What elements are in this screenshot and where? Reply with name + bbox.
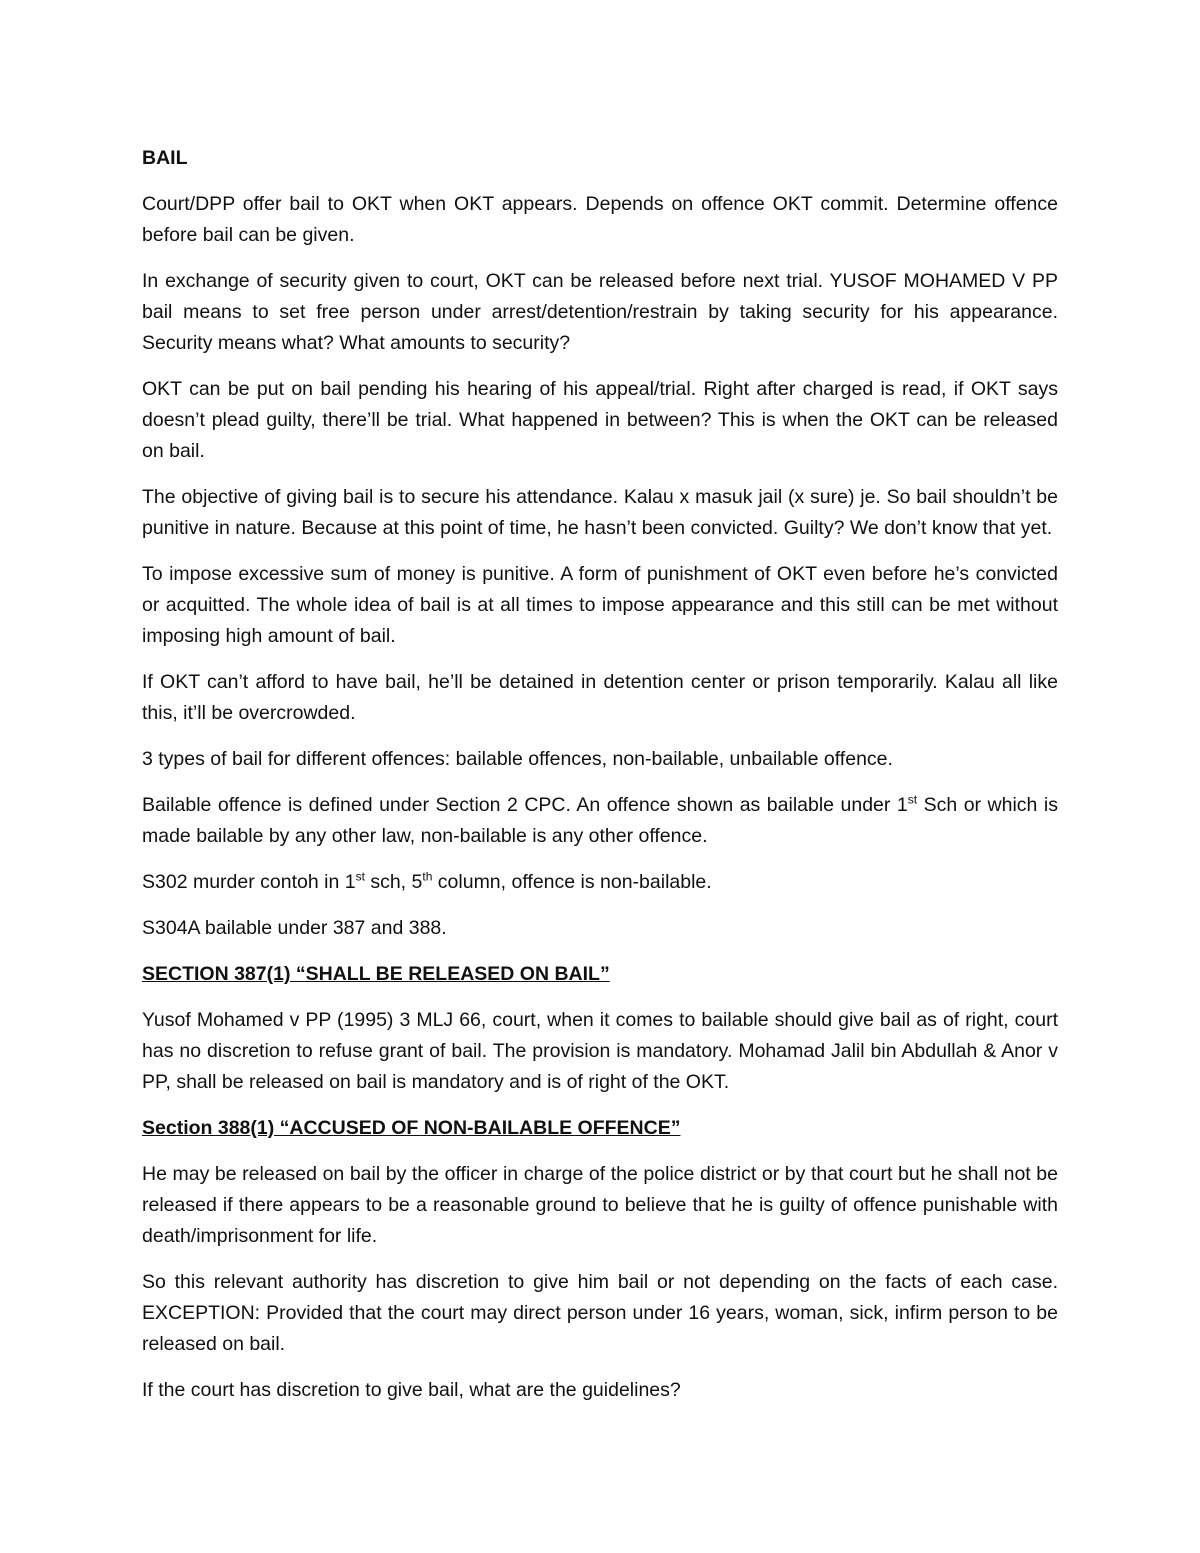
paragraph: The objective of giving bail is to secure his attendance. Kalau x masuk jail (x sure) je. So bail shouldn’t be punitive in nature. Because at this point of time, he hasn’t been convicted. Guilty? We don’t know that yet.: [142, 486, 1058, 539]
text-segment: Sch or which is made bailable by any other law, non-bailable is any other offence.: [142, 794, 1058, 847]
section-387-heading: SECTION 387(1) “SHALL BE RELEASED ON BAIL”: [142, 963, 610, 985]
paragraph: OKT can be put on bail pending his hearing of his appeal/trial. Right after charged is read, if OKT says doesn’t plead guilty, there’ll be trial. What happened in between? This is when the OKT can be released on bail.: [142, 378, 1058, 462]
paragraph: To impose excessive sum of money is punitive. A form of punishment of OKT even before he’s convicted or acquitted. The whole idea of bail is at all times to impose appearance and this still can be met without imposing high amount of bail.: [142, 563, 1058, 647]
text-segment: sch, 5: [364, 871, 423, 893]
paragraph: If the court has discretion to give bail, what are the guidelines?: [142, 1379, 681, 1401]
superscript: th: [422, 869, 433, 884]
paragraph: He may be released on bail by the officer in charge of the police district or by that court but he shall not be released if there appears to be a reasonable ground to believe that he is guilty of offence punishable with death/imprisonment for life.: [142, 1163, 1058, 1247]
paragraph-s302: [142, 867, 1058, 898]
superscript: st: [355, 869, 365, 884]
section-388-heading: Section 388(1) “ACCUSED OF NON-BAILABLE OFFENCE”: [142, 1117, 681, 1139]
text-segment: S302 murder contoh in 1: [142, 871, 356, 893]
text-segment: column, offence is non-bailable.: [432, 871, 712, 893]
paragraph-s304a: S304A bailable under 387 and 388.: [142, 917, 447, 939]
document-title: BAIL: [142, 147, 188, 169]
superscript: st: [907, 792, 918, 807]
paragraph: 3 types of bail for different offences: bailable offences, non-bailable, unbailable offence.: [142, 748, 893, 770]
paragraph: So this relevant authority has discretion to give him bail or not depending on the facts of each case. EXCEPTION: Provided that the court may direct person under 16 years, woman, sick, infirm person to be released on bail.: [142, 1271, 1058, 1355]
text-segment: Bailable offence is defined under Section 2 CPC. An offence shown as bailable under 1: [142, 794, 908, 816]
paragraph-bailable-definition: [142, 790, 1058, 852]
paragraph: Court/DPP offer bail to OKT when OKT appears. Depends on offence OKT commit. Determine offence before bail can be given.: [142, 193, 1058, 246]
paragraph: Yusof Mohamed v PP (1995) 3 MLJ 66, court, when it comes to bailable should give bail as of right, court has no discretion to refuse grant of bail. The provision is mandatory. Mohamad Jalil bin Abdullah & Anor v PP, shall be released on bail is mandatory and is of right of the OKT.: [142, 1009, 1058, 1093]
document-page: [142, 143, 1058, 1421]
paragraph: If OKT can’t afford to have bail, he’ll be detained in detention center or prison temporarily. Kalau all like this, it’ll be overcrowded.: [142, 671, 1058, 724]
paragraph: In exchange of security given to court, OKT can be released before next trial. YUSOF MOHAMED V PP bail means to set free person under arrest/detention/restrain by taking security for his appearance. Security means what? What amounts to security?: [142, 270, 1058, 354]
